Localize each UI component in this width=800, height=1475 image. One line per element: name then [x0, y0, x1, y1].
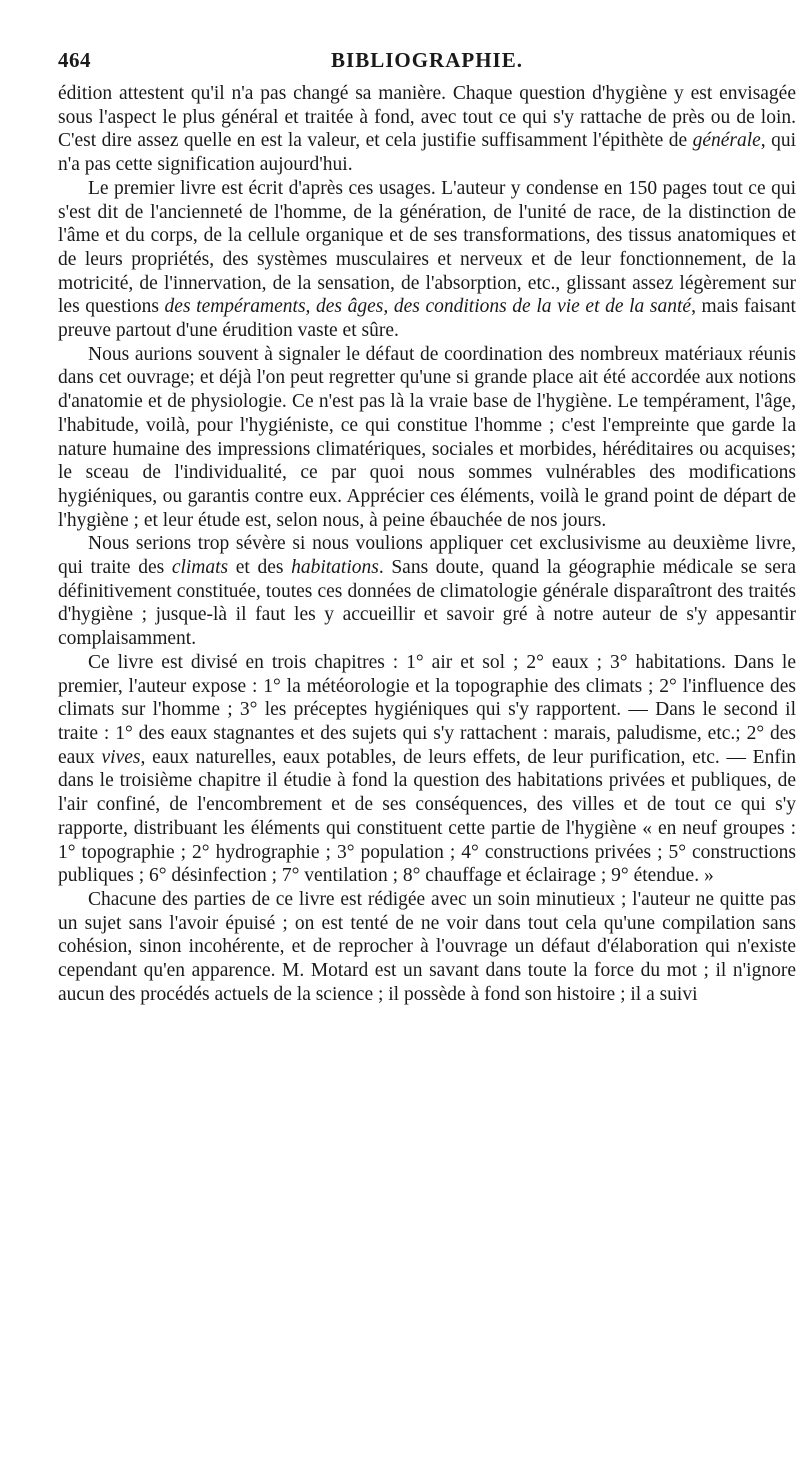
paragraph	[58, 532, 796, 651]
running-title: BIBLIOGRAPHIE.	[331, 48, 523, 72]
italic-text: climats	[171, 557, 229, 579]
text-run: Le premier livre est écrit d'après ces usages. L'auteur y condense en 150 pages tout ce qui s'est dit de l'ancienneté de l'homme, de la génération, de l'unité de race, de la distinction de l'âme et du corps, de la cellule organique et de ses transformations, des tissus anatomiques et de leurs propriétés, des systèmes musculaires et nerveux et de leur fonctionnement, de la motricité, de l'innervation, de la sensation, de l'absorption, etc., glissant assez légèrement sur les questions	[58, 177, 796, 318]
text-run: , qui n'a pas cette signification aujourd'hui.	[58, 130, 797, 176]
text-run: , mais faisant preuve partout d'une érudition vaste et sûre.	[58, 296, 796, 342]
text-run: Ce livre est divisé en trois chapitres : 1° air et sol ; 2° eaux ; 3° habitations. Dans le premier, l'auteur expose : 1° la météorologie et la topographie des climats ; 2° l'influence des climats sur l'homme ; 3° les préceptes hygiéniques qui s'y rapportent. — Dans le second il traite : 1° des eaux stagnantes et des sujets qui s'y rattachent : marais, paludisme, etc.; 2° des eaux	[58, 651, 796, 768]
text-run: édition attestent qu'il n'a pas changé sa manière. Chaque question d'hygiène y est envisagée sous l'aspect le plus général et traitée à fond, avec tout ce qui s'y rattache de près ou de loin. C'est dire assez quelle en est la valeur, et cela justifie suffisamment l'épithète de	[58, 83, 796, 152]
page-number: 464	[58, 48, 91, 72]
body-text	[58, 82, 796, 1006]
italic-text: générale	[692, 130, 761, 152]
text-run: et des	[228, 557, 292, 579]
paragraph	[58, 343, 796, 533]
paragraph	[58, 888, 796, 1007]
text-run: . Sans doute, quand la géographie médicale se sera définitivement constituée, toutes ces données de climatologie générale disparaîtront des traités d'hygiène ; jusque-là il faut les y accueillir et savoir gré à notre auteur de s'y appesantir complaisamment.	[58, 557, 796, 650]
paragraph	[58, 82, 796, 177]
paragraph	[58, 177, 796, 343]
book-page	[58, 48, 796, 1453]
text-run: Nous aurions souvent à signaler le défaut de coordination des nombreux matériaux réunis dans cet ouvrage; et déjà l'on peut regretter qu'une si grande place ait été accordée aux notions d'anatomie et de physiologie. Ce n'est pas là la vraie base de l'hygiène. Le tempérament, l'âge, l'habitude, voilà, pour l'hygiéniste, ce qui constitue l'homme ; c'est l'empreinte que garde la nature humaine des impressions climatériques, sociales et morbides, héréditaires ou acquises; le sceau de l'individualité, ce par quoi nous sommes vulnérables des modifications hygiéniques, ou garantis contre eux. Apprécier ces éléments, voilà le grand point de départ de l'hygiène ; et leur étude est, selon nous, à peine ébauchée de nos jours.	[58, 343, 796, 531]
text-run: , eaux naturelles, eaux potables, de leurs effets, de leur purification, etc. — Enfin dans le troisième chapitre il étudie à fond la question des habitations privées et publiques, de l'air confiné, de l'encombrement et de ses conséquences, des villes et de tout ce qui s'y rapporte, distribuant les éléments qui constituent cette partie de l'hygiène « en neuf groupes : 1° topographie ; 2° hydrographie ; 3° population ; 4° constructions privées ; 5° constructions publiques ; 6° désinfection ; 7° ventilation ; 8° chauffage et éclairage ; 9° étendue. »	[58, 746, 796, 887]
text-run: Chacune des parties de ce livre est rédigée avec un soin minutieux ; l'auteur ne quitte pas un sujet sans l'avoir épuisé ; on est tenté de ne voir dans tout cela qu'une compilation sans cohésion, sinon incohérente, et de reprocher à l'ouvrage un défaut d'élaboration qui n'existe cependant qu'en apparence. M. Motard est un savant dans toute la force du mot ; il n'ignore aucun des procédés actuels de la science ; il possède à fond son histoire ; il a suivi	[58, 888, 796, 1005]
italic-text: habitations	[291, 557, 379, 579]
text-run: Nous serions trop sévère si nous voulions appliquer cet exclusivisme au deuxième livre, qui traite des	[58, 533, 796, 579]
italic-text: des tempéraments, des âges, des conditions de la vie et de la santé	[164, 296, 692, 318]
italic-text: vives	[101, 746, 141, 768]
page-header	[58, 48, 796, 82]
paragraph	[58, 651, 796, 888]
